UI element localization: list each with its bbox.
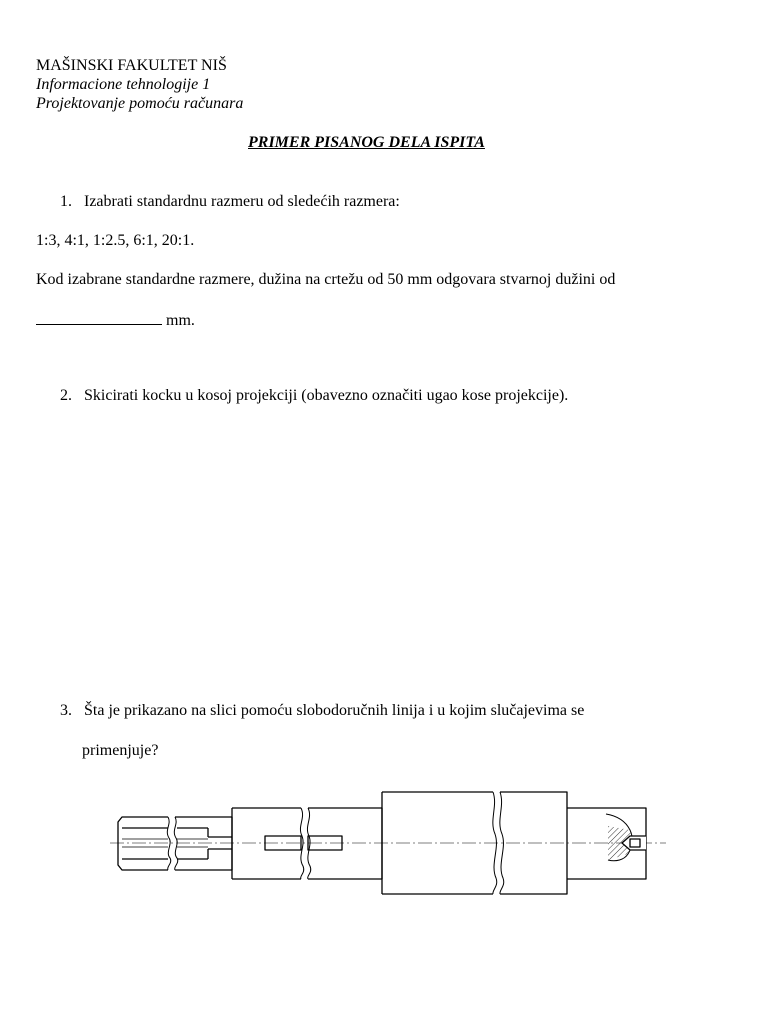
answer-unit: mm.: [166, 312, 195, 329]
center-hole-bore: [630, 839, 640, 847]
shaft-segment: [307, 808, 382, 879]
break-line: [167, 817, 170, 870]
shaft-segment-keyway: [232, 808, 304, 879]
answer-line: [36, 310, 195, 331]
answer-blank: [36, 310, 162, 325]
shaft-segment: [174, 817, 232, 870]
subject-name: Projektovanje pomoću računara: [36, 95, 244, 112]
question-3-continued: primenjuje?: [82, 742, 159, 759]
institution-name: MAŠINSKI FAKULTET NIŠ: [36, 57, 227, 74]
question-number: 3.: [60, 702, 72, 719]
shaft-segment-end: [118, 817, 171, 870]
question-text: Izabrati standardnu razmeru od sledećih razmera:: [84, 193, 400, 210]
question-2: [60, 386, 568, 406]
course-name: Informacione tehnologije 1: [36, 76, 211, 93]
question-text: Šta je prikazano na slici pomoću slobodoručnih linija i u kojim slučajevima se: [84, 702, 585, 719]
question-text: Skicirati kocku u kosoj projekciji (obavezno označiti ugao kose projekcije).: [84, 387, 569, 404]
question-3: [60, 701, 584, 721]
question-number: 1.: [60, 193, 72, 210]
question-1-followup: Kod izabrane standardne razmere, dužina na crtežu od 50 mm odgovara stvarnoj dužini od: [36, 271, 616, 288]
shaft-segment-end: [567, 808, 646, 879]
question-number: 2.: [60, 387, 72, 404]
break-line: [174, 817, 177, 870]
scale-options: 1:3, 4:1, 1:2.5, 6:1, 20:1.: [36, 232, 195, 249]
shaft-drawing: [100, 786, 670, 902]
question-1: [60, 192, 400, 212]
page-title: PRIMER PISANOG DELA ISPITA: [248, 134, 485, 151]
